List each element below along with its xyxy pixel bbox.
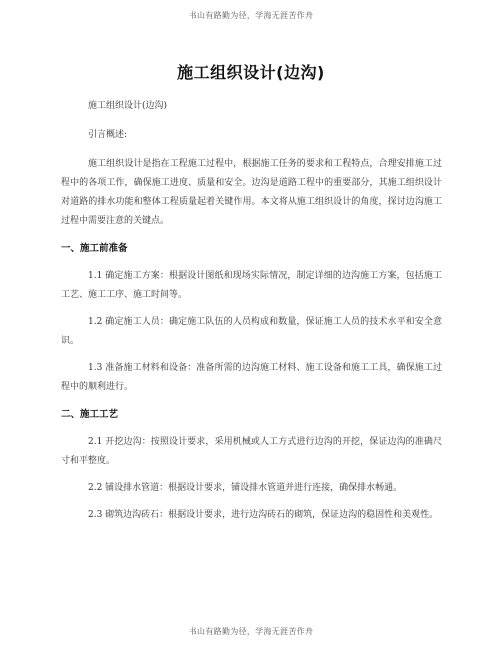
- section-item: 2.2 铺设排水管道：根据设计要求，铺设排水管道并进行连接，确保排水畅通。: [88, 483, 403, 493]
- subtitle-paragraph: 施工组织设计(边沟): [88, 101, 168, 111]
- intro-paragraph: 施工组织设计是指在工程施工过程中，根据施工任务的要求和工程特点，合理安排施工过程中的各项工作，确保施工进度、质量和安全。边沟是道路工程中的重要部分，其施工组织设计对道路的排水功能和整体工程质量起着关键作用。本文将从施工组织设计的角度，探讨边沟施工过程中需要注意的关键点。: [61, 159, 442, 226]
- intro-label: 引言概述:: [88, 130, 128, 140]
- section-item: 1.3 准备施工材料和设备：准备所需的边沟施工材料、施工设备和施工工具，确保施工过程中的顺利进行。: [61, 363, 442, 392]
- document-body: [61, 97, 442, 533]
- section-item: 2.1 开挖边沟：按照设计要求，采用机械或人工方式进行边沟的开挖，保证边沟的准确尺寸和平整度。: [61, 437, 442, 466]
- document-title: 施工组织设计(边沟): [177, 63, 325, 82]
- running-footer: 书山有路勤为径，学海无涯苦作舟: [188, 627, 314, 636]
- running-header: 书山有路勤为径，学海无涯苦作舟: [188, 11, 314, 20]
- section-item: 1.2 确定施工人员：确定施工队伍的人员构成和数量，保证施工人员的技术水平和安全意识。: [61, 317, 442, 346]
- section-item: 2.3 砌筑边沟砖石：根据设计要求，进行边沟砖石的砌筑，保证边沟的稳固性和美观性。: [88, 510, 439, 520]
- section-heading-process: 二、施工工艺: [61, 409, 119, 420]
- section-item: 1.1 确定施工方案：根据设计图纸和现场实际情况，制定详细的边沟施工方案，包括施工工艺、施工工序、施工时间等。: [61, 271, 442, 300]
- section-heading-preparation: 一、施工前准备: [61, 243, 128, 254]
